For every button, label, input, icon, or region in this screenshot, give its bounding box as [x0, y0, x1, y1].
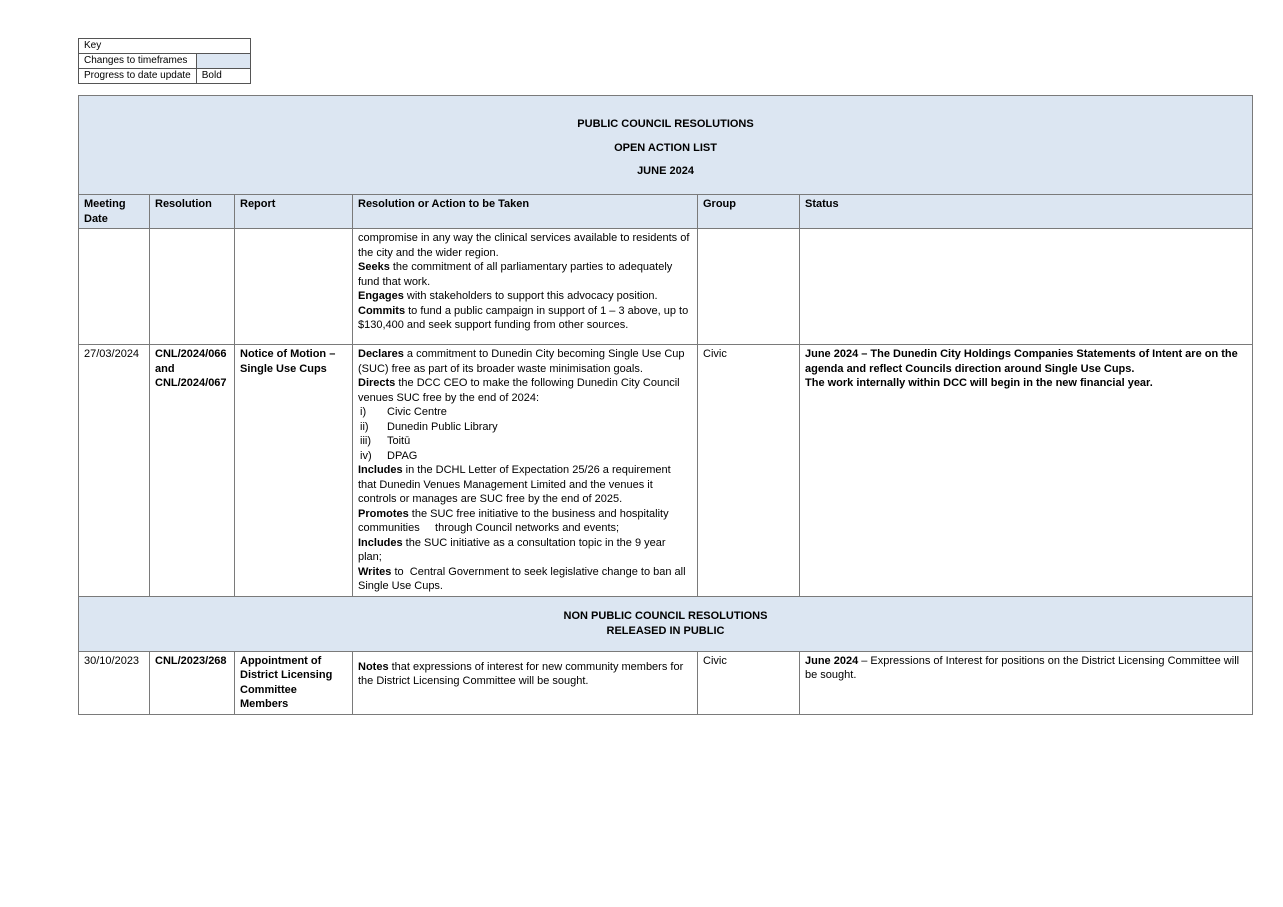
- col-group: Group: [698, 195, 800, 229]
- report-title: Notice of Motion – Single Use Cups: [235, 345, 353, 597]
- key-label-timeframes: Changes to timeframes: [79, 54, 197, 69]
- title-line-3: JUNE 2024: [637, 165, 694, 178]
- section-line-1: NON PUBLIC COUNCIL RESOLUTIONS: [563, 610, 768, 622]
- status-cell: June 2024 – Expressions of Interest for positions on the District Licensing Committee will be sought.: [800, 651, 1253, 714]
- action-cell: Declares a commitment to Dunedin City becoming Single Use Cup (SUC) free as part of its broader waste minimisation goals. Directs the DCC CEO to make the following Dunedin City Council venues SUC free by the end of 2024: i) Civic Centre ii) Dunedin Public Library iii) Toitū iv) DPAG Includes in the DCHL Letter of Expectation 25/26 a requirement that Dunedin Venues Management Limited and the venues it controls or manages are SUC free by the end of 2025. Promotes the SUC free initiative to the business and hospitality communities through Council networks and events; Includes the SUC initiative as a consultation topic in the 9 year plan; Writes to Central Government to seek legislative change to ban all Single Use Cups.: [353, 345, 698, 597]
- key-table: [78, 38, 251, 84]
- key-label-progress: Progress to date update: [79, 69, 197, 84]
- title-row: [79, 96, 1253, 195]
- list-item: ii) Dunedin Public Library: [360, 420, 498, 433]
- col-action: Resolution or Action to be Taken: [353, 195, 698, 229]
- group-cell: Civic: [698, 345, 800, 597]
- resolution-number: CNL/2024/066 and CNL/2024/067: [150, 345, 235, 597]
- title-line-1: PUBLIC COUNCIL RESOLUTIONS: [577, 118, 754, 131]
- report-title: Appointment of District Licensing Committee Members: [235, 651, 353, 714]
- col-status: Status: [800, 195, 1253, 229]
- col-meeting-date: Meeting Date: [79, 195, 150, 229]
- table-row: [79, 651, 1253, 714]
- list-item: i) Civic Centre: [360, 406, 447, 418]
- group-cell: Civic: [698, 651, 800, 714]
- section-header-row: [79, 596, 1253, 651]
- section-line-2: RELEASED IN PUBLIC: [606, 624, 725, 637]
- table-row: [79, 345, 1253, 597]
- meeting-date: 30/10/2023: [79, 651, 150, 714]
- status-cell: June 2024 – The Dunedin City Holdings Companies Statements of Intent are on the agenda and reflect Councils direction around Single Use Cups. The work internally within DCC will begin in the new financial year.: [800, 345, 1253, 597]
- table-row: [79, 229, 1253, 345]
- resolutions-table: [78, 95, 1253, 715]
- key-value-progress: Bold: [196, 69, 250, 84]
- list-item: iv) DPAG: [360, 449, 418, 462]
- col-resolution: Resolution: [150, 195, 235, 229]
- resolution-number: CNL/2023/268: [150, 651, 235, 714]
- action-cell: Notes that expressions of interest for new community members for the District Licensing Committee will be sought.: [353, 651, 698, 714]
- column-header-row: [79, 195, 1253, 229]
- venue-list: [358, 405, 692, 463]
- list-item: iii) Toitū: [360, 435, 411, 447]
- col-report: Report: [235, 195, 353, 229]
- key-swatch-timeframes: [196, 54, 250, 69]
- title-line-2: OPEN ACTION LIST: [614, 141, 717, 154]
- action-cell: compromise in any way the clinical services available to residents of the city and the wider region. Seeks the commitment of all parliamentary parties to adequately fund that work. Engages with stakeholders to support this advocacy position. Commits to fund a public campaign in support of 1 – 3 above, up to $130,400 and seek support funding from other sources.: [353, 229, 698, 345]
- key-title: Key: [79, 39, 251, 54]
- meeting-date: 27/03/2024: [79, 345, 150, 597]
